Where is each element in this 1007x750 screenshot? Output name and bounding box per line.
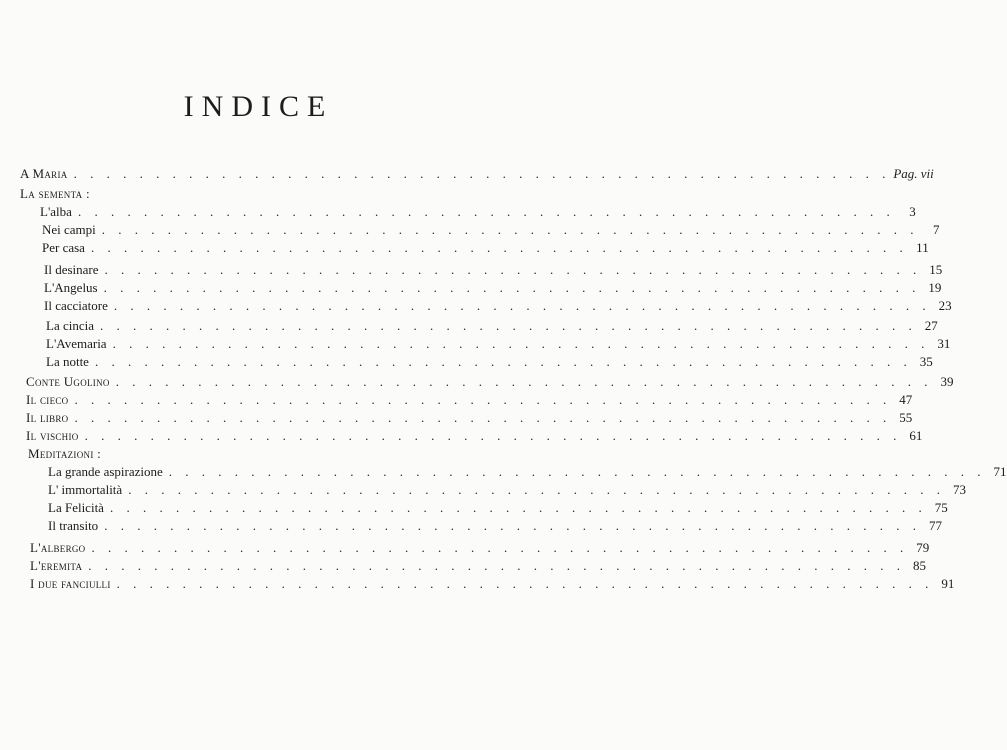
toc-section-heading bbox=[20, 186, 90, 202]
toc-entry-title: L'alba bbox=[40, 204, 72, 219]
toc-entry bbox=[20, 166, 934, 182]
toc-entry-title: Il transito bbox=[48, 518, 99, 533]
toc-entry bbox=[48, 518, 942, 534]
toc-page-number: 39 bbox=[940, 374, 954, 389]
toc-page-number: 3 bbox=[909, 204, 916, 219]
toc-entry bbox=[48, 500, 948, 516]
toc-page-number: 35 bbox=[919, 354, 933, 369]
toc-page-number: 77 bbox=[928, 518, 942, 533]
toc-entry bbox=[26, 374, 954, 390]
toc-entry-title: L'Avemaria bbox=[46, 336, 107, 351]
toc-entry-title: La notte bbox=[46, 354, 89, 369]
toc-page-number: 7 bbox=[933, 222, 940, 237]
dot-leader: . . . . . . . . . . . . . . . . . . . . . . . . . . . . . . . . . . . . . . . . . . . . . . . . . . bbox=[88, 558, 906, 573]
toc-entry-title: A Maria bbox=[20, 166, 68, 181]
dot-leader: . . . . . . . . . . . . . . . . . . . . . . . . . . . . . . . . . . . . . . . . . . . . . . . . . . bbox=[112, 336, 930, 351]
toc-page-number: 75 bbox=[934, 500, 948, 515]
toc-entry-title: I due fanciulli bbox=[30, 576, 111, 591]
toc-page-number: 55 bbox=[899, 410, 913, 425]
toc-page-number: 47 bbox=[899, 392, 913, 407]
dot-leader: . . . . . . . . . . . . . . . . . . . . . . . . . . . . . . . . . . . . . . . . . . . . . . . . . . bbox=[77, 204, 895, 219]
dot-leader: . . . . . . . . . . . . . . . . . . . . . . . . . . . . . . . . . . . . . . . . . . . . . . . . . . bbox=[100, 318, 917, 333]
toc-entry-title: Meditazioni : bbox=[28, 446, 102, 461]
toc-entry bbox=[46, 354, 933, 370]
toc-page-number: 11 bbox=[916, 240, 929, 255]
toc-entry-title: Conte Ugolino bbox=[26, 374, 110, 389]
toc-entry-title: La cincia bbox=[46, 318, 94, 333]
toc-entry-title: Il libro bbox=[26, 410, 69, 425]
toc-entry-title: Nei campi bbox=[42, 222, 96, 237]
toc-entry-title: L'albergo bbox=[30, 540, 86, 555]
toc-page-number: 85 bbox=[913, 558, 927, 573]
dot-leader: . . . . . . . . . . . . . . . . . . . . . . . . . . . . . . . . . . . . . . . . . . . . . . . . . . bbox=[73, 166, 891, 181]
toc-entry-title: Il cacciatore bbox=[44, 298, 108, 313]
toc-entry bbox=[46, 336, 951, 352]
toc-entry-title: La grande aspirazione bbox=[48, 464, 163, 479]
toc-page-number: 71 bbox=[993, 464, 1007, 479]
dot-leader: . . . . . . . . . . . . . . . . . . . . . . . . . . . . . . . . . . . . . . . . . . . . . . . . . . bbox=[91, 540, 909, 555]
toc-page-number: 73 bbox=[952, 482, 966, 497]
toc-entry bbox=[46, 318, 938, 334]
dot-leader: . . . . . . . . . . . . . . . . . . . . . . . . . . . . . . . . . . . . . . . . . . . . . . . . . . bbox=[104, 518, 921, 533]
dot-leader: . . . . . . . . . . . . . . . . . . . . . . . . . . . . . . . . . . . . . . . . . . . . . . . . . . bbox=[113, 298, 931, 313]
toc-entry-title: Il desinare bbox=[44, 262, 99, 277]
toc-page-number: Pag. vii bbox=[893, 166, 934, 181]
toc-entry bbox=[26, 410, 913, 426]
toc-entry bbox=[26, 428, 923, 444]
dot-leader: . . . . . . . . . . . . . . . . . . . . . . . . . . . . . . . . . . . . . . . . . . . . . . . . . . bbox=[74, 392, 892, 407]
toc-entry bbox=[30, 558, 927, 574]
toc-page-number: 23 bbox=[938, 298, 952, 313]
toc-page-number: 91 bbox=[941, 576, 955, 591]
dot-leader: . . . . . . . . . . . . . . . . . . . . . . . . . . . . . . . . . . . . . . . . . . . . . . . . . . bbox=[74, 410, 892, 425]
toc-entry-title: La sementa : bbox=[20, 186, 90, 201]
dot-leader: . . . . . . . . . . . . . . . . . . . . . . . . . . . . . . . . . . . . . . . . . . . . . . . . . . bbox=[103, 280, 921, 295]
toc-entry bbox=[40, 204, 916, 220]
toc-page-number: 27 bbox=[924, 318, 938, 333]
dot-leader: . . . . . . . . . . . . . . . . . . . . . . . . . . . . . . . . . . . . . . . . . . . . . . . . . . bbox=[104, 262, 922, 277]
page-title: INDICE bbox=[183, 90, 334, 123]
toc-entry-title: Il vischio bbox=[26, 428, 79, 443]
toc-section-heading bbox=[28, 446, 101, 462]
toc-entry-title: La Felicità bbox=[48, 500, 104, 515]
toc-page-number: 79 bbox=[916, 540, 930, 555]
dot-leader: . . . . . . . . . . . . . . . . . . . . . . . . . . . . . . . . . . . . . . . . . . . . . . . . . . bbox=[90, 240, 908, 255]
dot-leader: . . . . . . . . . . . . . . . . . . . . . . . . . . . . . . . . . . . . . . . . . . . . . . . . . . bbox=[101, 222, 919, 237]
toc-entry bbox=[30, 540, 930, 556]
toc-page-number: 31 bbox=[937, 336, 951, 351]
toc-entry bbox=[48, 464, 1007, 480]
toc-page-number: 61 bbox=[909, 428, 923, 443]
toc-page-number: 19 bbox=[928, 280, 942, 295]
toc-entry-title: Per casa bbox=[42, 240, 85, 255]
toc-entry bbox=[42, 240, 929, 256]
toc-entry-title: Il cieco bbox=[26, 392, 69, 407]
dot-leader: . . . . . . . . . . . . . . . . . . . . . . . . . . . . . . . . . . . . . . . . . . . . . . . . . . bbox=[128, 482, 945, 497]
toc-page-number: 15 bbox=[929, 262, 943, 277]
toc-entry bbox=[44, 298, 952, 314]
toc-entry bbox=[48, 482, 966, 498]
toc-entry bbox=[44, 262, 943, 278]
dot-leader: . . . . . . . . . . . . . . . . . . . . . . . . . . . . . . . . . . . . . . . . . . . . . . . . . . bbox=[168, 464, 986, 479]
dot-leader: . . . . . . . . . . . . . . . . . . . . . . . . . . . . . . . . . . . . . . . . . . . . . . . . . . bbox=[109, 500, 927, 515]
dot-leader: . . . . . . . . . . . . . . . . . . . . . . . . . . . . . . . . . . . . . . . . . . . . . . . . . . bbox=[94, 354, 912, 369]
toc-entry-title: L'eremita bbox=[30, 558, 83, 573]
toc-entry bbox=[26, 392, 913, 408]
dot-leader: . . . . . . . . . . . . . . . . . . . . . . . . . . . . . . . . . . . . . . . . . . . . . . . . . . bbox=[115, 374, 933, 389]
toc-entry bbox=[30, 576, 955, 592]
dot-leader: . . . . . . . . . . . . . . . . . . . . . . . . . . . . . . . . . . . . . . . . . . . . . . . . . . bbox=[116, 576, 934, 591]
toc-entry bbox=[44, 280, 942, 296]
toc-entry-title: L' immortalità bbox=[48, 482, 123, 497]
toc-entry bbox=[42, 222, 940, 238]
toc-entry-title: L'Angelus bbox=[44, 280, 98, 295]
dot-leader: . . . . . . . . . . . . . . . . . . . . . . . . . . . . . . . . . . . . . . . . . . . . . . . . . . bbox=[84, 428, 902, 443]
